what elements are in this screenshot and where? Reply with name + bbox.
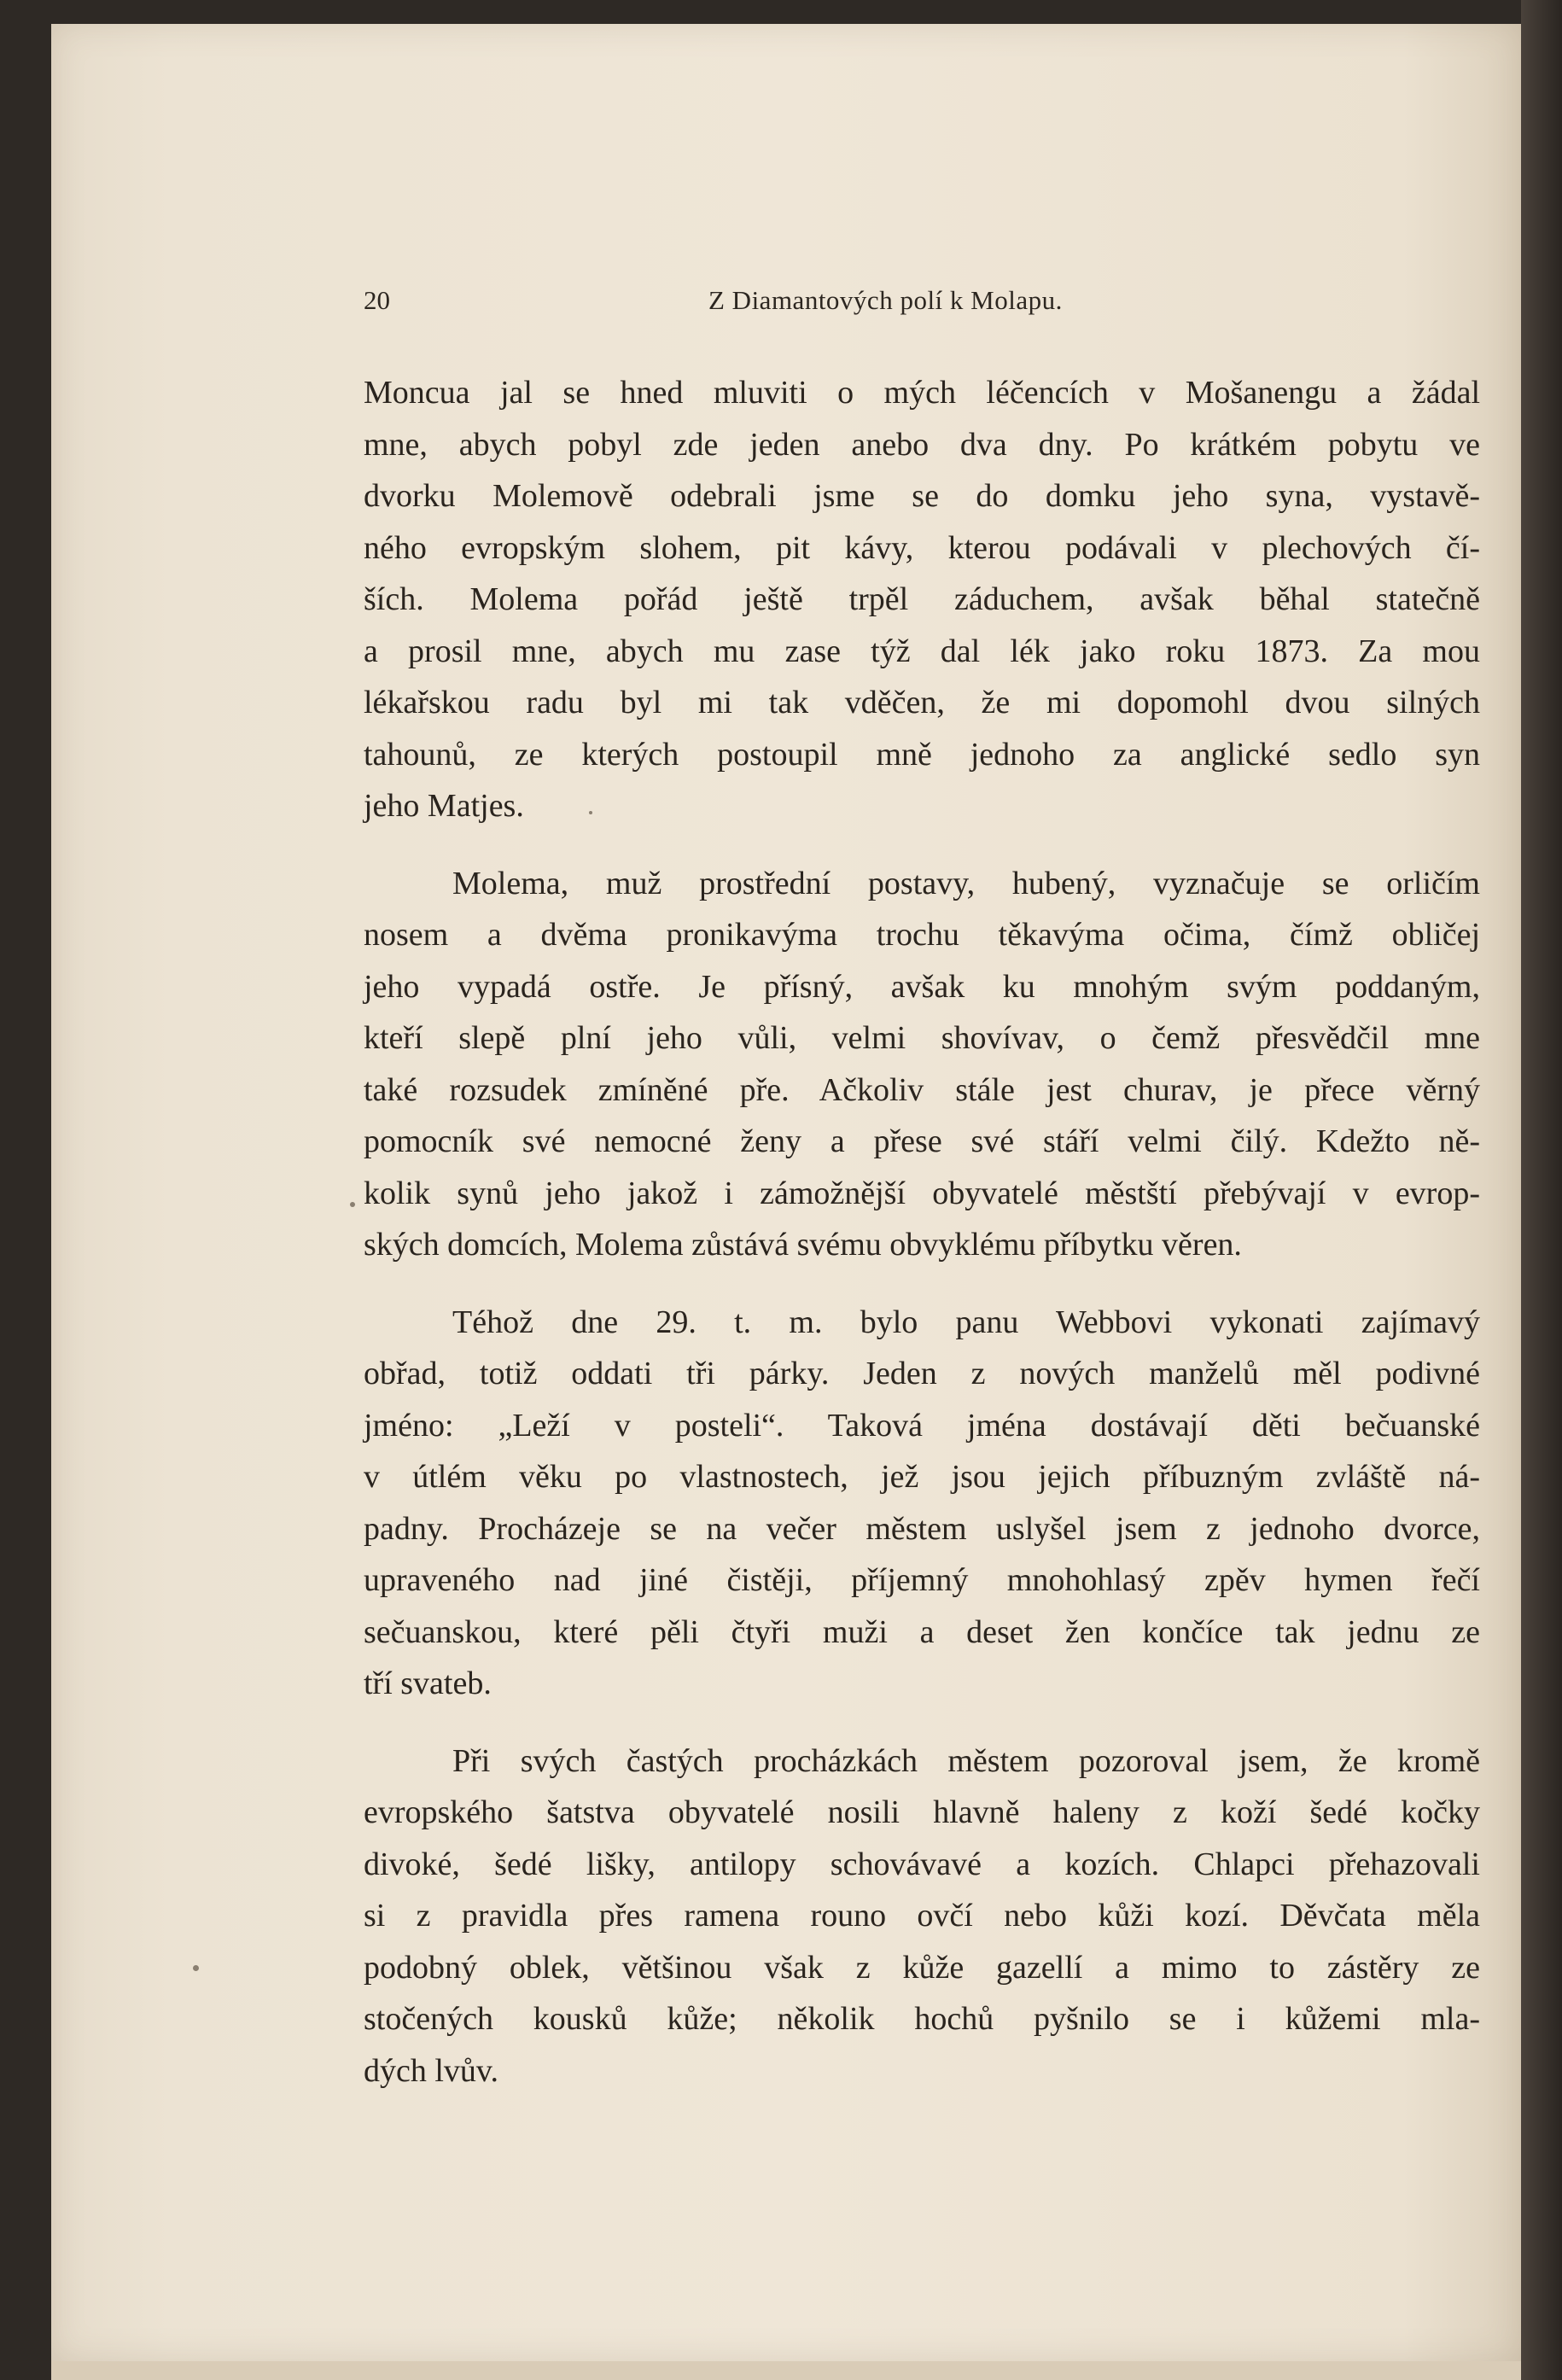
text-line: jméno: „Leží v posteli“. Taková jména dostávají děti bečuanské xyxy=(364,1407,1480,1444)
text-line: nosem a dvěma pronikavýma trochu těkavýma očima, čímž obličej xyxy=(364,917,1480,953)
text-line: ských domcích, Molema zůstává svému obvyklému příbytku věren. xyxy=(364,1227,1242,1263)
text-line: sečuanskou, které pěli čtyři muži a deset žen končíce tak jednu ze xyxy=(364,1613,1480,1650)
text-line: divoké, šedé lišky, antilopy schovávavé a kozích. Chlapci přehazovali xyxy=(364,1846,1480,1882)
text-line: mne, abych pobyl zde jeden anebo dva dny. Po krátkém pobytu ve xyxy=(364,426,1480,463)
page-edge-bottom xyxy=(51,2361,1521,2380)
text-line: a prosil mne, abych mu zase týž dal lék jako roku 1873. Za mou xyxy=(364,633,1480,669)
text-line: v útlém věku po vlastnostech, jež jsou jejich příbuzným zvláště ná- xyxy=(364,1459,1480,1495)
text-line: evropského šatstva obyvatelé nosili hlavně haleny z koží šedé kočky xyxy=(364,1794,1480,1830)
text-line: ších. Molema pořád ještě trpěl záduchem, avšak běhal statečně xyxy=(364,581,1480,617)
text-line: Moncua jal se hned mluviti o mých léčencích v Mošanengu a žádal xyxy=(364,375,1480,411)
paper-speck xyxy=(350,1202,355,1207)
text-line: padny. Procházeje se na večer městem uslyšel jsem z jednoho dvorce, xyxy=(364,1510,1480,1547)
text-line: Molema, muž prostřední postavy, hubený, vyznačuje se orličím xyxy=(452,865,1480,901)
text-line: kolik synů jeho jakož i zámožnější obyvatelé městští přebývají v evrop- xyxy=(364,1175,1480,1211)
text-line: Při svých častých procházkách městem pozoroval jsem, že kromě xyxy=(452,1742,1480,1779)
paragraph xyxy=(364,858,1480,1271)
text-line: si z pravidla přes ramena rouno ovčí nebo kůži kozí. Děvčata měla xyxy=(364,1898,1480,1934)
text-line: kteří slepě plní jeho vůli, velmi shovívav, o čemž přesvědčil mne xyxy=(364,1020,1480,1056)
text-line: upraveného nad jiné čistěji, příjemný mnohohlasý zpěv hymen řečí xyxy=(364,1562,1480,1598)
page-number: 20 xyxy=(364,285,390,315)
text-line: stočených kousků kůže; několik hochů pyšnilo se i kůžemi mla- xyxy=(364,2001,1480,2037)
paragraph xyxy=(364,1735,1480,2097)
text-line: obřad, totiž oddati tři párky. Jeden z nových manželů měl podivné xyxy=(364,1356,1480,1391)
text-line: tří svateb. xyxy=(364,1665,492,1701)
text-line: podobný oblek, většinou však z kůže gazellí a mimo to zástěry ze xyxy=(364,1949,1480,1986)
body-text xyxy=(364,367,1480,2097)
text-line: Téhož dne 29. t. m. bylo panu Webbovi vykonati zajímavý xyxy=(452,1304,1480,1340)
text-line: dých lvův. xyxy=(364,2052,498,2089)
text-line: jeho vypadá ostře. Je přísný, avšak ku mnohým svým poddaným, xyxy=(364,968,1480,1005)
running-title: Z Diamantových polí k Molapu. xyxy=(708,285,1063,315)
paragraph xyxy=(364,1297,1480,1710)
page-edge-right xyxy=(1521,0,1562,2380)
text-line: dvorku Molemově odebrali jsme se do domku jeho syna, vystavě- xyxy=(364,478,1480,514)
text-line: pomocník své nemocné ženy a přese své stáří velmi čilý. Kdežto ně- xyxy=(364,1123,1480,1159)
text-line: ného evropským slohem, pit kávy, kterou podávali v plechových čí- xyxy=(364,529,1480,566)
text-line: tahounů, ze kterých postoupil mně jednoho za anglické sedlo syn xyxy=(364,736,1480,773)
paragraph xyxy=(364,367,1480,832)
text-line: jeho Matjes. xyxy=(364,788,524,824)
paper-speck xyxy=(193,1965,199,1971)
text-line: lékařskou radu byl mi tak vděčen, že mi dopomohl dvou silných xyxy=(364,685,1480,720)
text-line: také rozsudek zmíněné pře. Ačkoliv stále jest churav, je přece věrný xyxy=(364,1071,1480,1108)
running-header xyxy=(364,285,1480,326)
